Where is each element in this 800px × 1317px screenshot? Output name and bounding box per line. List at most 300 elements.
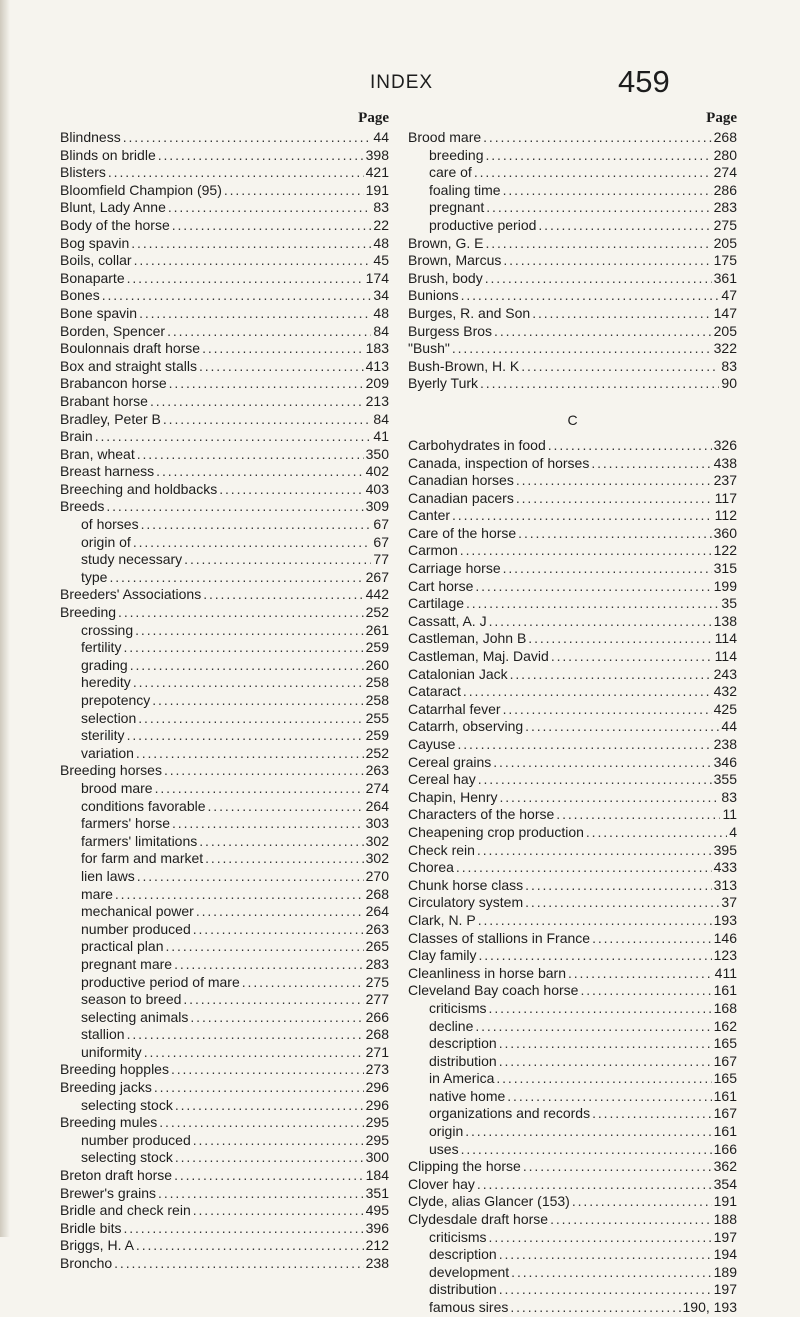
index-entry — [408, 525, 737, 543]
entry-page-number: 433 — [713, 859, 737, 876]
index-entry — [60, 1202, 389, 1220]
entry-page-number: 495 — [365, 1202, 389, 1219]
entry-page-number: 117 — [714, 489, 737, 506]
index-subentry — [408, 217, 737, 235]
entry-page-number: 413 — [365, 357, 389, 374]
entry-page-number: 44 — [373, 129, 389, 145]
entry-label: Brewer's grains — [60, 1184, 157, 1201]
entry-page-number: 252 — [365, 604, 389, 621]
entry-label: Breeding horses — [60, 762, 162, 779]
entry-label: season to breed — [81, 991, 182, 1008]
index-entry — [408, 683, 737, 701]
index-entry — [60, 1079, 389, 1097]
entry-label: Brown, Marcus — [408, 252, 502, 269]
index-subentry — [60, 956, 389, 974]
entry-label: selection — [81, 709, 137, 726]
entry-page-number: 84 — [373, 322, 389, 339]
entry-label: Clay family — [408, 947, 477, 964]
entry-page-number: 268 — [713, 129, 737, 145]
entry-page-number: 84 — [373, 410, 389, 427]
entry-label: practical plan — [81, 938, 164, 955]
dot-leader — [457, 736, 711, 754]
dot-leader — [155, 780, 364, 798]
index-entry — [408, 666, 737, 684]
dot-leader — [156, 463, 363, 481]
dot-leader — [137, 868, 364, 886]
dot-leader — [525, 877, 711, 895]
entry-label: Briggs, H. A — [60, 1237, 134, 1254]
index-entry — [60, 411, 389, 429]
entry-page-number: 47 — [721, 287, 737, 304]
dot-leader — [158, 1185, 364, 1203]
dot-leader — [489, 1000, 712, 1018]
entry-page-number: 83 — [721, 357, 737, 374]
dot-leader — [134, 252, 372, 270]
dot-leader — [532, 305, 711, 323]
entry-label: decline — [429, 1017, 474, 1034]
entry-label: Brain — [60, 428, 93, 445]
dot-leader — [503, 182, 712, 200]
dot-leader — [483, 129, 711, 147]
index-entry — [60, 762, 389, 780]
dot-leader — [475, 1018, 711, 1036]
index-entry — [408, 771, 737, 789]
entry-label: study necessary — [81, 551, 183, 568]
index-subentry — [60, 991, 389, 1009]
dot-leader — [137, 446, 364, 464]
index-subentry — [60, 1097, 389, 1115]
index-subentry — [60, 833, 389, 851]
entry-label: Bone spavin — [60, 304, 138, 321]
entry-page-number: 162 — [713, 1017, 737, 1034]
index-entry — [408, 806, 737, 824]
entry-label: of horses — [81, 516, 139, 533]
entry-page-number: 302 — [365, 850, 389, 867]
dot-leader — [123, 1220, 363, 1238]
entry-label: breeding — [429, 146, 484, 163]
entry-page-number: 45 — [373, 252, 389, 269]
entry-page-number: 205 — [713, 234, 737, 251]
entry-page-number: 264 — [365, 797, 389, 814]
entry-page-number: 238 — [365, 1255, 389, 1271]
index-entry — [408, 235, 737, 253]
entry-page-number: 411 — [714, 964, 737, 981]
entry-page-number: 189 — [713, 1263, 737, 1280]
index-entry — [60, 1255, 389, 1273]
dot-leader — [203, 586, 363, 604]
entry-page-number: 361 — [713, 269, 737, 286]
dot-leader — [163, 411, 372, 429]
index-entry — [60, 1237, 389, 1255]
entry-page-number: 403 — [365, 480, 389, 497]
dot-leader — [166, 938, 364, 956]
entry-page-number: 274 — [365, 779, 389, 796]
entry-label: Canter — [408, 507, 451, 524]
dot-leader — [154, 1079, 364, 1097]
entry-label: origin of — [81, 533, 131, 550]
index-entry — [408, 736, 737, 754]
entry-page-number: 199 — [713, 577, 737, 594]
entry-page-number: 213 — [365, 392, 389, 409]
entry-page-number: 268 — [365, 885, 389, 902]
entry-label: distribution — [429, 1052, 497, 1069]
dot-leader — [144, 1044, 364, 1062]
index-entry — [408, 437, 737, 455]
entry-page-number: 264 — [365, 903, 389, 920]
entry-page-number: 48 — [373, 304, 389, 321]
entry-label: in America — [429, 1070, 495, 1087]
dot-leader — [452, 340, 712, 358]
entry-label: Carmon — [408, 542, 458, 559]
index-entry — [60, 358, 389, 376]
dot-leader — [486, 199, 711, 217]
index-subentry — [60, 1026, 389, 1044]
dot-leader — [477, 1176, 712, 1194]
entry-label: Breeding hopples — [60, 1061, 169, 1078]
dot-leader — [478, 912, 712, 930]
dot-leader — [525, 894, 719, 912]
index-entry — [60, 586, 389, 604]
entry-label: number produced — [81, 920, 191, 937]
entry-label: "Bush" — [408, 340, 450, 357]
entry-page-number: 174 — [365, 269, 389, 286]
entry-label: Breeders' Associations — [60, 586, 202, 603]
entry-page-number: 37 — [721, 894, 737, 911]
entry-label: foaling time — [429, 181, 501, 198]
dot-leader — [499, 1035, 712, 1053]
index-entry — [60, 1220, 389, 1238]
entry-label: Cleveland Bay coach horse — [408, 982, 579, 999]
entry-page-number: 188 — [713, 1211, 737, 1228]
index-column-left — [60, 108, 389, 1273]
entry-page-number: 147 — [713, 304, 737, 321]
entry-label: Cartilage — [408, 595, 465, 612]
entry-label: criticisms — [429, 1228, 487, 1245]
entry-page-number: 313 — [713, 876, 737, 893]
index-entry — [408, 252, 737, 270]
dot-leader — [485, 235, 711, 253]
index-entry — [408, 323, 737, 341]
entry-label: variation — [81, 744, 134, 761]
page-column-heading: Page — [358, 110, 389, 126]
index-entry — [408, 560, 737, 578]
index-entry — [408, 701, 737, 719]
dot-leader — [174, 1167, 364, 1185]
dot-leader — [95, 428, 372, 446]
entry-label: Cereal hay — [408, 771, 476, 788]
entry-page-number: 184 — [365, 1167, 389, 1184]
index-subentry — [60, 1009, 389, 1027]
index-subentry — [60, 622, 389, 640]
entry-page-number: 350 — [365, 445, 389, 462]
dot-leader — [141, 516, 372, 534]
entry-label: Cassatt, A. J — [408, 612, 487, 629]
entry-page-number: 138 — [713, 612, 737, 629]
index-entry — [408, 1176, 737, 1194]
entry-label: Breeching and holdbacks — [60, 480, 218, 497]
entry-page-number: 277 — [365, 991, 389, 1008]
index-entry — [60, 340, 389, 358]
entry-label: Bran, wheat — [60, 445, 135, 462]
index-entry — [60, 305, 389, 323]
dot-leader — [510, 666, 712, 684]
entry-label: Breeds — [60, 498, 105, 515]
dot-leader — [521, 358, 719, 376]
entry-page-number: 351 — [365, 1184, 389, 1201]
entry-page-number: 44 — [721, 718, 737, 735]
dot-leader — [516, 490, 713, 508]
index-entry — [408, 648, 737, 666]
index-entry — [60, 1185, 389, 1203]
page-column-heading: Page — [706, 110, 737, 126]
entry-page-number: 114 — [714, 630, 737, 647]
entry-label: farmers' limitations — [81, 832, 198, 849]
entry-page-number: 315 — [713, 560, 737, 577]
entry-page-number: 90 — [721, 375, 737, 392]
dot-leader — [158, 147, 364, 165]
entry-page-number: 296 — [365, 1096, 389, 1113]
entry-page-number: 296 — [365, 1079, 389, 1096]
index-entry — [60, 1167, 389, 1185]
dot-leader — [193, 1202, 364, 1220]
entry-page-number: 34 — [373, 287, 389, 304]
index-subentry — [60, 1044, 389, 1062]
entry-page-number: 48 — [373, 234, 389, 251]
dot-leader — [516, 472, 712, 490]
entry-page-number: 275 — [713, 216, 737, 233]
entry-page-number: 259 — [365, 639, 389, 656]
page-binding-shadow — [0, 0, 10, 1237]
entry-page-number: 326 — [713, 436, 737, 453]
running-title: INDEX — [370, 72, 434, 93]
entry-label: Cereal grains — [408, 753, 492, 770]
dot-leader — [507, 1088, 711, 1106]
dot-leader — [511, 1264, 711, 1282]
entry-label: Breeding jacks — [60, 1079, 152, 1096]
entry-page-number: 190, 193 — [682, 1299, 737, 1315]
entry-label: Catarrh, observing — [408, 718, 524, 735]
entry-label: Bush-Brown, H. K — [408, 357, 520, 374]
entry-page-number: 360 — [713, 524, 737, 541]
entry-label: Bog spavin — [60, 234, 130, 251]
entry-label: Burgess Bros — [408, 322, 493, 339]
index-entry — [408, 613, 737, 631]
entry-label: Clyde, alias Glancer (153) — [408, 1193, 570, 1210]
entry-label: mechanical power — [81, 903, 194, 920]
entry-label: Burges, R. and Son — [408, 304, 531, 321]
dot-leader — [114, 1255, 363, 1273]
index-entry — [408, 930, 737, 948]
index-subentry — [60, 727, 389, 745]
dot-leader — [580, 982, 711, 1000]
dot-leader — [130, 657, 364, 675]
entry-label: Borden, Spencer — [60, 322, 166, 339]
entry-label: Cart horse — [408, 577, 474, 594]
dot-leader — [466, 595, 719, 613]
index-subentry — [408, 182, 737, 200]
entry-label: Bloomfield Champion (95) — [60, 181, 222, 198]
dot-leader — [131, 235, 371, 253]
entry-page-number: 346 — [713, 753, 737, 770]
dot-leader — [159, 1114, 363, 1132]
entry-page-number: 263 — [365, 762, 389, 779]
entry-page-number: 67 — [373, 516, 389, 533]
dot-leader — [496, 1070, 711, 1088]
entry-page-number: 175 — [713, 252, 737, 269]
index-entry — [60, 217, 389, 235]
dot-leader — [138, 710, 363, 728]
entry-label: mare — [81, 885, 113, 902]
entry-label: Clark, N. P — [408, 911, 476, 928]
entry-page-number: 11 — [722, 806, 737, 823]
dot-leader — [528, 630, 712, 648]
entry-label: care of — [429, 164, 472, 181]
dot-leader — [503, 701, 712, 719]
index-entry — [408, 270, 737, 288]
entry-label: Cataract — [408, 683, 461, 700]
entry-label: Blindness — [60, 129, 121, 145]
dot-leader — [480, 375, 719, 393]
entry-label: lien laws — [81, 867, 135, 884]
index-subentry — [408, 1035, 737, 1053]
index-entry — [408, 859, 737, 877]
index-entry — [408, 129, 737, 147]
entry-label: conditions favorable — [81, 797, 206, 814]
entry-page-number: 167 — [713, 1105, 737, 1122]
entry-label: Chapin, Henry — [408, 788, 498, 805]
index-subentry — [408, 1246, 737, 1264]
index-entry — [60, 375, 389, 393]
entry-page-number: 67 — [373, 533, 389, 550]
index-entry — [60, 428, 389, 446]
index-subentry — [60, 921, 389, 939]
dot-leader — [489, 613, 712, 631]
dot-leader — [586, 824, 727, 842]
entry-page-number: 283 — [713, 199, 737, 216]
dot-leader — [592, 930, 712, 948]
entry-label: description — [429, 1246, 497, 1263]
index-entry — [60, 1114, 389, 1132]
dot-leader — [152, 692, 363, 710]
dot-leader — [118, 604, 364, 622]
entry-label: Box and straight stalls — [60, 357, 197, 374]
dot-leader — [475, 578, 711, 596]
dot-leader — [190, 1009, 363, 1027]
index-entry — [408, 490, 737, 508]
entry-label: stallion — [81, 1026, 125, 1043]
entry-label: uses — [429, 1140, 459, 1157]
dot-leader — [499, 1053, 712, 1071]
entry-page-number: 396 — [365, 1219, 389, 1236]
index-entry — [408, 578, 737, 596]
dot-leader — [174, 956, 364, 974]
entry-label: Castleman, Maj. David — [408, 648, 549, 665]
dot-leader — [550, 1211, 712, 1229]
index-entry — [408, 542, 737, 560]
index-subentry — [408, 1141, 737, 1159]
index-entry — [60, 164, 389, 182]
dot-leader — [133, 534, 372, 552]
dot-leader — [102, 287, 372, 305]
entry-page-number: 295 — [365, 1131, 389, 1148]
index-subentry — [408, 164, 737, 182]
entry-page-number: 432 — [713, 683, 737, 700]
entry-label: fertility — [81, 639, 122, 656]
index-subentry — [60, 569, 389, 587]
entry-label: selecting animals — [81, 1008, 189, 1025]
entry-label: Breeding mules — [60, 1114, 158, 1131]
index-entry — [408, 340, 737, 358]
entry-label: Brabant horse — [60, 392, 148, 409]
entry-label: Catarrhal fever — [408, 700, 501, 717]
index-subentry — [60, 868, 389, 886]
entry-page-number: 41 — [373, 428, 389, 445]
entry-page-number: 238 — [713, 736, 737, 752]
index-entry — [408, 507, 737, 525]
entry-label: prepotency — [81, 692, 151, 708]
entry-label: grading — [81, 656, 128, 673]
index-entry — [408, 842, 737, 860]
entry-label: criticisms — [429, 999, 487, 1016]
entry-page-number: 271 — [365, 1043, 389, 1060]
entry-page-number: 166 — [713, 1140, 737, 1157]
entry-page-number: 260 — [365, 656, 389, 673]
index-subentry — [60, 551, 389, 569]
entry-label: Catalonian Jack — [408, 665, 508, 682]
entry-page-number: 122 — [713, 542, 737, 559]
entry-page-number: 243 — [713, 665, 737, 682]
entry-page-number: 112 — [714, 507, 737, 524]
entry-label: distribution — [429, 1281, 497, 1298]
index-subentry — [60, 692, 389, 710]
entry-label: brood mare — [81, 779, 153, 796]
entry-page-number: 252 — [365, 744, 389, 761]
entry-label: Castleman, John B — [408, 630, 527, 647]
entry-page-number: 194 — [713, 1246, 737, 1263]
entry-label: Bradley, Peter B — [60, 410, 161, 427]
entry-page-number: 268 — [365, 1026, 389, 1043]
page-header — [0, 62, 800, 102]
dot-leader — [500, 789, 720, 807]
dot-leader — [478, 947, 711, 965]
entry-label: Breeding — [60, 604, 117, 621]
dot-leader — [171, 1061, 364, 1079]
entry-label: Brush, body — [408, 269, 483, 286]
entry-label: Cleanliness in horse barn — [408, 964, 566, 981]
index-entry — [408, 789, 737, 807]
index-entry — [60, 129, 389, 147]
dot-leader — [205, 850, 363, 868]
index-entry — [60, 270, 389, 288]
index-subentry — [60, 886, 389, 904]
entry-label: Bridle bits — [60, 1219, 122, 1236]
entry-label: Cheapening crop production — [408, 823, 584, 840]
dot-leader — [183, 991, 363, 1009]
entry-label: productive period of mare — [81, 973, 240, 990]
entry-page-number: 167 — [713, 1052, 737, 1069]
index-subentry — [408, 1053, 737, 1071]
dot-leader — [224, 182, 364, 200]
entry-label: Carriage horse — [408, 560, 501, 577]
entry-page-number: 146 — [713, 929, 737, 946]
entry-label: Brabancon horse — [60, 375, 167, 392]
entry-label: Characters of the horse — [408, 806, 555, 823]
dot-leader — [494, 323, 712, 341]
index-subentry — [408, 1229, 737, 1247]
dot-leader — [510, 1299, 680, 1317]
dot-leader — [499, 1281, 712, 1299]
index-subentry — [408, 199, 737, 217]
